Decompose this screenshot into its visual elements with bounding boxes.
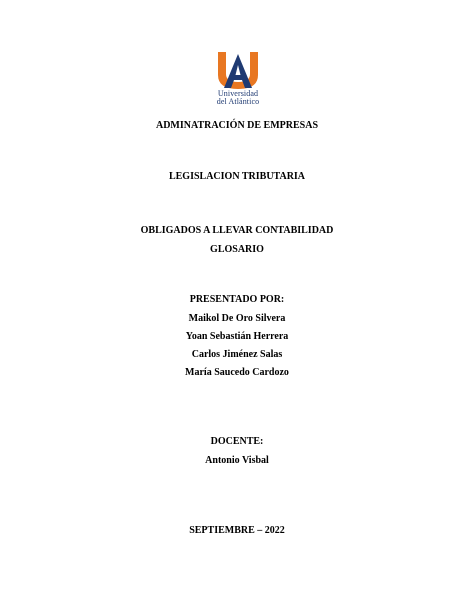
document-subtitle: GLOSARIO bbox=[210, 244, 264, 255]
author-name: María Saucedo Cardozo bbox=[185, 367, 289, 378]
document-date: SEPTIEMBRE – 2022 bbox=[189, 525, 285, 536]
author-name: Yoan Sebastián Herrera bbox=[185, 331, 289, 342]
program-name: ADMINATRACIÓN DE EMPRESAS bbox=[155, 120, 319, 131]
logo-text-line-2: del Atlántico bbox=[216, 97, 260, 106]
author-name: Carlos Jiménez Salas bbox=[191, 349, 283, 360]
university-logo-mark bbox=[212, 50, 264, 92]
author-name: Maikol De Oro Silvera bbox=[188, 313, 286, 324]
document-topic: OBLIGADOS A LLEVAR CONTABILIDAD bbox=[140, 225, 334, 236]
logo-text-line-1: Universidad bbox=[217, 89, 259, 98]
course-name: LEGISLACION TRIBUTARIA bbox=[168, 171, 306, 182]
teacher-name: Antonio Visbal bbox=[205, 455, 269, 466]
teacher-label: DOCENTE: bbox=[210, 436, 264, 447]
university-logo-icon bbox=[212, 50, 264, 118]
presented-by-label: PRESENTADO POR: bbox=[189, 294, 285, 305]
